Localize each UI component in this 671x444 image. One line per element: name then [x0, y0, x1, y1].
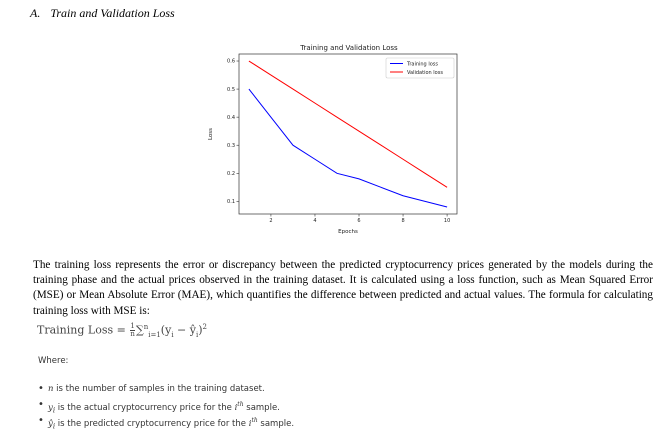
- bullet-text: is the actual cryptocurrency price for the: [55, 402, 235, 413]
- y-tick-label: 0.2: [227, 170, 235, 177]
- bullet-ordinal-symbol: i: [234, 402, 238, 413]
- chart-title: Training and Validation Loss: [300, 44, 398, 52]
- x-tick-label: 6: [357, 218, 361, 224]
- formula-numerator: 1: [130, 322, 135, 331]
- x-tick-label: 8: [401, 218, 405, 224]
- bullet-var-sub: i: [52, 421, 56, 431]
- y-axis-label: Loss: [208, 127, 214, 141]
- bullet-ordinal: [235, 403, 244, 413]
- bullet-var-sub: i: [52, 405, 56, 415]
- formula-body: (y: [160, 323, 172, 337]
- formula-sum: ∑: [135, 323, 144, 337]
- where-label: Where:: [38, 356, 69, 366]
- y-tick-label: 0.5: [227, 86, 235, 93]
- mse-formula: [37, 323, 207, 339]
- x-tick-label: 4: [313, 218, 317, 224]
- legend: [386, 58, 454, 78]
- section-number: A.: [30, 6, 41, 20]
- formula-equals: =: [116, 323, 126, 337]
- bullet-ordinal-sup: th: [237, 401, 244, 408]
- bullet-ordinal-symbol: i: [248, 418, 252, 429]
- bullet-var-symbol: ŷ: [48, 418, 53, 429]
- definition-list: [38, 382, 294, 430]
- bullet-tail: sample.: [257, 418, 295, 429]
- x-axis-label: Epochs: [338, 229, 358, 235]
- y-tick-label: 0.1: [227, 199, 235, 206]
- formula-fraction: [130, 323, 135, 338]
- formula-minus: − ŷ: [173, 323, 196, 337]
- bullet-text: is the predicted cryptocurrency price for the: [55, 418, 249, 429]
- legend-label-validation: Validation loss: [407, 70, 443, 76]
- formula-body-sub: i: [171, 330, 174, 339]
- legend-label-training: Training loss: [407, 61, 438, 68]
- bullet-ordinal: [249, 419, 258, 429]
- list-item: [38, 414, 294, 430]
- x-tick-label: 10: [443, 218, 451, 224]
- formula-denominator: n: [130, 330, 135, 339]
- body-paragraph: The training loss represents the error or discrepancy between the predicted cryptocurrency prices generated by the models during the training phase and the actual prices observed in the training dataset. It is calculated using a loss function, such as Mean Squared Error (MSE) or Mean Absolute Error (MAE), which quantifies the difference between predicted and actual values. The formula for calculating training loss with MSE is:: [33, 259, 653, 317]
- x-tick-label: 2: [269, 218, 273, 224]
- formula-close: ): [198, 323, 203, 337]
- y-tick-label: 0.3: [227, 142, 235, 149]
- y-tick-label: 0.4: [227, 114, 235, 121]
- list-item: [38, 398, 294, 414]
- formula-sum-upper: n: [143, 323, 149, 331]
- bullet-text: is the number of samples in the training dataset.: [53, 384, 265, 394]
- list-item: [38, 382, 294, 398]
- bullet-var-symbol: y: [48, 402, 53, 413]
- formula-power: 2: [202, 323, 208, 331]
- formula-minus-sub: i: [196, 330, 199, 339]
- formula-sum-lower: i=1: [148, 330, 161, 339]
- bullet-ordinal-sup: th: [251, 417, 258, 424]
- y-tick-label: 0.6: [227, 58, 235, 65]
- section-title: Train and Validation Loss: [50, 6, 175, 20]
- formula-lhs: Training Loss: [37, 323, 114, 337]
- bullet-var: n: [48, 384, 54, 394]
- bullet-tail: sample.: [243, 402, 280, 413]
